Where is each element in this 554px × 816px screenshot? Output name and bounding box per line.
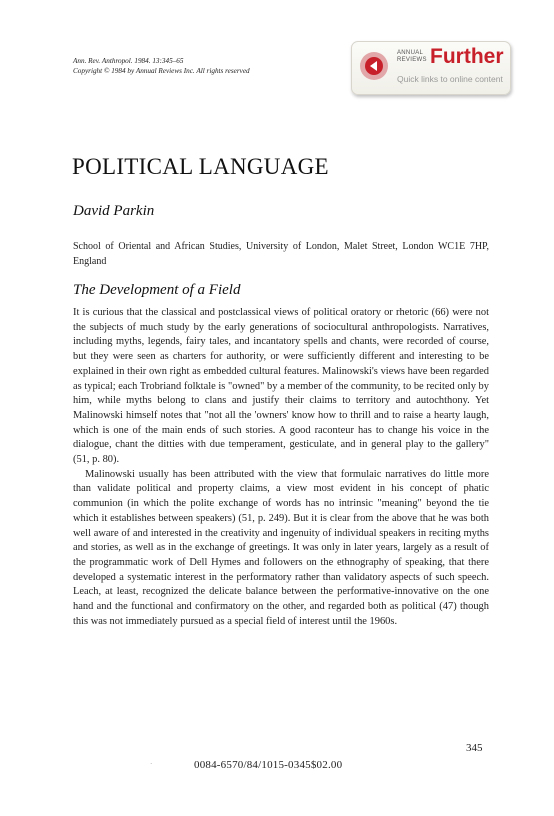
back-arrow-circle-icon[interactable] [360, 52, 388, 80]
page-number: 345 [466, 742, 483, 754]
body-paragraph: Malinowski usually has been attributed with the view that formulaic narratives do little more than validate political and property claims, a view most evident in his concept of phatic communion (in which the polite exchange of words has no intrinsic "meaning" beyond the tie which it establishes between speakers) (51, p. 249). But it is clear from the above that he was both well aware of and interested in the creativity and ingenuity of individual speakers in reciting myths and stories, as well as in the exchange of greetings. It was only in later years, largely as a result of the programmatic work of Dell Hymes and followers on the ethnography of speaking, that there developed a systematic interest in the performatory rather than validatory aspects of such speech. Leach, at least, recognized the delicate balance between the performative-innovative on the one hand and the functional and confirmatory on the other, and regarded both as political (47) though this was not immediately pursued as a special field of interest until the 1960s. [73, 468, 489, 627]
journal-citation [73, 57, 250, 76]
annual-reviews-logo-text [397, 50, 427, 63]
citation-line-journal: Ann. Rev. Anthropol. 1984. 13:345–65 [73, 57, 184, 65]
section-heading: The Development of a Field [73, 282, 241, 298]
annual-reviews-further-badge[interactable] [351, 41, 511, 95]
citation-line-copyright: Copyright © 1984 by Annual Reviews Inc. All rights reserved [73, 66, 250, 75]
price-code: 0084-6570/84/1015-0345$02.00 [194, 759, 343, 771]
back-arrow-icon [365, 57, 383, 75]
author-affiliation: School of Oriental and African Studies, University of London, Malet Street, London WC1E 7HP, England [73, 241, 489, 267]
logo-reviews: REVIEWS [397, 56, 427, 63]
body-paragraph: It is curious that the classical and postclassical views of political oratory or rhetoric (66) were not the subjects of much study by the early generations of sociocultural anthropologists. Narratives, including myths, legends, fairy tales, and incantatory spells and chants, were recorded of course, but they were seen as charters for authority, or were sufficiently different and interesting to be explained in their own right as embedded cultural features. Malinowski's views have been regarded as typical; each Trobriand folktale is "owned" by a member of the community, to be recited only by him, while myths belong to clans and justify their claims to territory and autochthony. Yet Malinowski himself notes that "not all the 'owners' know how to thrill and to raise a hearty laugh, which is one of the main ends of such stories. A good raconteur has to change his voice in the dialogue, chant the ditties with due temperament, gesticulate, and in general play to the gallery" (51, p. 80). [73, 307, 489, 466]
article-body [73, 306, 489, 629]
article-title: POLITICAL LANGUAGE [72, 154, 329, 179]
article-author: David Parkin [73, 203, 155, 219]
further-label[interactable]: Further [430, 45, 504, 68]
quick-links-tagline[interactable]: Quick links to online content [397, 74, 503, 84]
scan-mark: · [150, 760, 153, 768]
logo-annual: ANNUAL [397, 50, 424, 56]
